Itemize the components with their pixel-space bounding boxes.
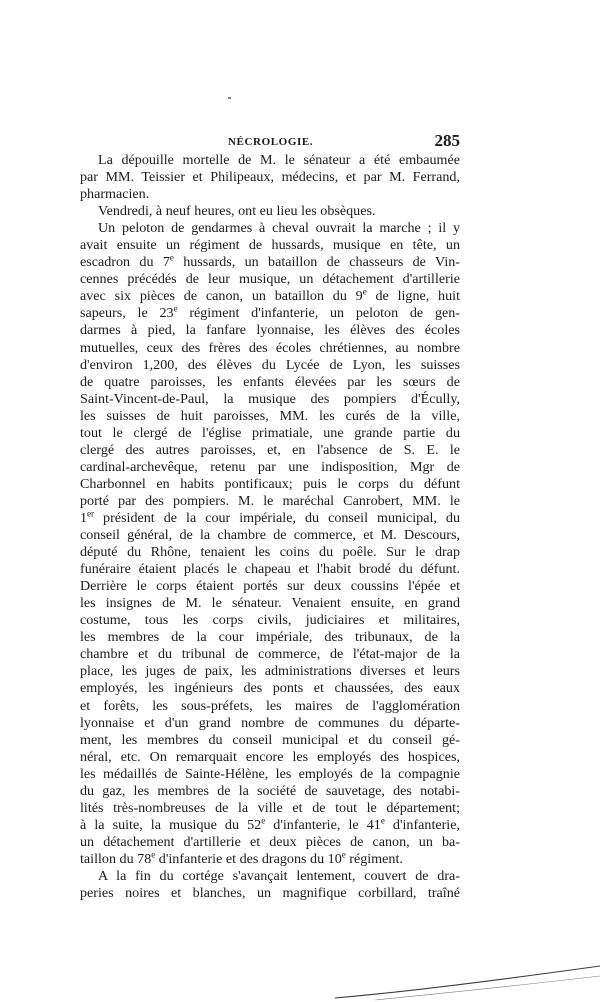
text-line: tout le clergé de l'église primatiale, une grande partie du	[80, 424, 460, 441]
ordinal-suffix: e	[169, 252, 174, 263]
text-line: et forêts, les sous-préfets, les maires de l'agglomération	[80, 697, 460, 714]
text-line: cennes précédés de leur musique, un détachement d'artillerie	[80, 271, 460, 288]
text-line: peries noires et blanches, un magnifique corbillard, traîné	[80, 885, 460, 902]
text-line: costume, tous les corps civils, judiciaires et militaires,	[80, 612, 460, 629]
text-line: par MM. Teissier et Philipeaux, médecins, et par M. Ferrand,	[80, 169, 460, 186]
text-line: à la suite, la musique du 52e d'infanterie, le 41e d'infanterie,	[80, 815, 460, 833]
text-line: avec six pièces de canon, un bataillon du 9e de ligne, huit	[80, 286, 460, 305]
text-line: conseil général, de la chambre de commerce, et M. Descours,	[80, 527, 460, 544]
text-line: mutuelles, ceux des frères des écoles chrétiennes, au nombre	[80, 339, 460, 356]
text-line: avait ensuite un régiment de hussards, musique en tête, un	[80, 237, 460, 254]
text-line: lités très-nombreuses de la ville et de tout le département;	[80, 799, 460, 816]
text-line: les suisses de huit paroisses, MM. les curés de la ville,	[80, 407, 460, 424]
ordinal-suffix: e	[261, 815, 266, 826]
page-header	[80, 133, 460, 153]
text-line: un détachement d'artillerie et deux pièces de canon, un ba-	[80, 833, 460, 850]
text-line: les insignes de M. le sénateur. Venaient ensuite, en grand	[80, 595, 460, 612]
text-line: pharmacien.	[80, 186, 150, 203]
text-line: Derrière le corps étaient portés sur deux coussins l'épée et	[80, 578, 460, 595]
text-line: place, les juges de paix, les administrations diverses et leurs	[80, 663, 460, 680]
text-line: Vendredi, à neuf heures, ont eu lieu les obsèques.	[98, 203, 376, 220]
text-line: porté par des pompiers. M. le maréchal Canrobert, MM. le	[80, 492, 460, 509]
text-line: A la fin du cortége s'avançait lentement, couvert de dra-	[98, 867, 460, 884]
page-number: 285	[434, 131, 460, 150]
ordinal-suffix: e	[173, 303, 178, 314]
body-text	[80, 152, 460, 902]
text-line: funéraire étaient placés le chapeau et l'habit brodé du défunt.	[80, 561, 460, 578]
text-line: darmes à pied, la fanfare lyonnaise, les élèves des écoles	[80, 322, 460, 339]
text-line: employés, les ingénieurs des ponts et chaussées, des eaux	[80, 680, 460, 697]
text-line: 1er président de la cour impériale, du conseil municipal, du	[80, 508, 460, 526]
text-line: cardinal-archevêque, retenu par une indisposition, Mgr de	[80, 458, 460, 475]
ordinal-suffix: e	[362, 286, 367, 297]
scan-mark	[228, 97, 231, 99]
text-line: les membres de la cour impériale, des tribunaux, de la	[80, 629, 460, 646]
text-line: ment, les membres du conseil municipal et du conseil gé-	[80, 731, 460, 748]
text-line: Saint-Vincent-de-Paul, la musique des pompiers d'Écully,	[80, 390, 460, 407]
ordinal-suffix: e	[341, 849, 346, 860]
text-line: taillon du 78e d'infanterie et des dragons du 10e régiment.	[80, 849, 403, 867]
text-line: escadron du 7e hussards, un bataillon de chasseurs de Vin-	[80, 252, 461, 271]
text-line: lyonnaise et d'un grand nombre de communes du départe-	[80, 714, 460, 731]
text-line: Un peloton de gendarmes à cheval ouvrait la marche ; il y	[98, 220, 460, 237]
text-line: La dépouille mortelle de M. le sénateur a été embaumée	[98, 152, 460, 168]
text-line: sapeurs, le 23e régiment d'infanterie, un peloton de gen-	[80, 303, 460, 322]
ordinal-suffix: e	[380, 815, 385, 826]
text-line: d'environ 1,200, des élèves du Lycée de Lyon, les suisses	[80, 356, 460, 373]
text-line: néral, etc. On remarquait encore les employés des hospices,	[80, 748, 460, 765]
text-line: député du Rhône, tenaient les coins du poêle. Sur le drap	[80, 544, 460, 561]
ordinal-suffix: er	[87, 508, 95, 519]
scan-artifact-line	[335, 962, 600, 1002]
text-line: chambre et du tribunal de commerce, de l'état-major de la	[80, 646, 460, 663]
ordinal-suffix: e	[151, 849, 156, 860]
text-line: clergé des autres paroisses, et, en l'absence de S. E. le	[80, 441, 460, 458]
text-line: du gaz, les membres de la société de sauvetage, des notabi-	[80, 782, 460, 799]
running-title: NÉCROLOGIE.	[228, 136, 314, 148]
text-line: les médaillés de Sainte-Hélène, les employés de la compagnie	[80, 765, 460, 782]
text-line: Charbonnel en habits pontificaux; puis le corps du défunt	[80, 475, 460, 492]
text-line: de quatre paroisses, les enfants élevées par les sœurs de	[80, 373, 460, 390]
